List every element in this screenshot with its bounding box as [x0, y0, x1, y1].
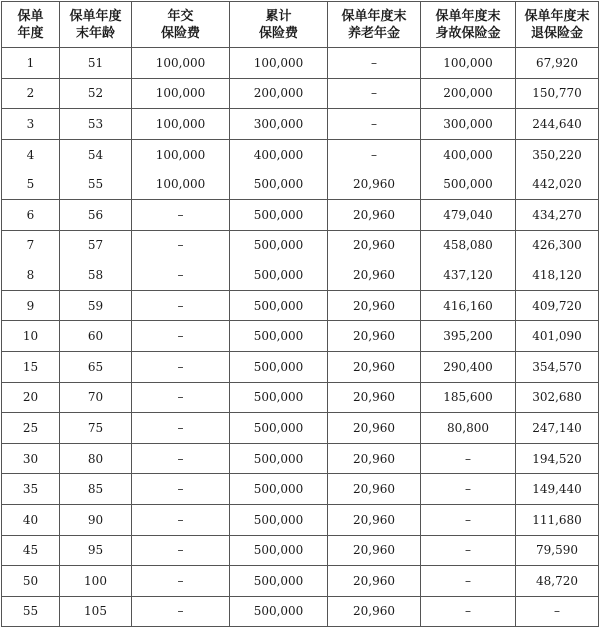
table-row	[2, 504, 599, 535]
annuity-cell: 20,960	[328, 321, 421, 352]
annual-premium-cell: –	[132, 413, 230, 444]
surrender-value-cell: 418,120	[516, 260, 599, 290]
policy-year-cell: 15	[2, 351, 60, 382]
policy-year-cell: 3	[2, 109, 60, 140]
annual-premium-cell: –	[132, 443, 230, 474]
surrender-value-cell: 354,570	[516, 351, 599, 382]
age-cell: 60	[60, 321, 132, 352]
cumulative-premium-cell: 500,000	[230, 413, 328, 444]
age-cell: 70	[60, 382, 132, 413]
annuity-cell: 20,960	[328, 413, 421, 444]
header-row	[2, 2, 599, 48]
death-benefit-cell: 395,200	[421, 321, 516, 352]
policy-year-cell: 1	[2, 48, 60, 79]
table-row	[2, 535, 599, 566]
age-cell: 90	[60, 504, 132, 535]
table-row	[2, 566, 599, 597]
insurance-benefit-table	[1, 1, 599, 627]
table-row	[2, 48, 599, 79]
table-row	[2, 413, 599, 444]
annuity-cell: 20,960	[328, 351, 421, 382]
cumulative-premium-cell: 500,000	[230, 351, 328, 382]
annual-premium-cell: –	[132, 474, 230, 505]
cumulative-premium-cell: 500,000	[230, 230, 328, 260]
death-benefit-cell: –	[421, 566, 516, 597]
annuity-cell: 20,960	[328, 474, 421, 505]
death-benefit-cell: –	[421, 443, 516, 474]
policy-year-cell: 6	[2, 199, 60, 230]
cumulative-premium-cell: 500,000	[230, 443, 328, 474]
annuity-cell: 20,960	[328, 290, 421, 321]
annuity-cell: 20,960	[328, 504, 421, 535]
table-header	[2, 2, 599, 48]
annual-premium-cell: –	[132, 566, 230, 597]
cumulative-premium-cell: 500,000	[230, 169, 328, 199]
death-benefit-cell: –	[421, 504, 516, 535]
death-benefit-cell: 290,400	[421, 351, 516, 382]
age-cell: 53	[60, 109, 132, 140]
annuity-cell: 20,960	[328, 443, 421, 474]
table-row	[2, 290, 599, 321]
cumulative-premium-cell: 400,000	[230, 139, 328, 169]
cumulative-premium-cell: 500,000	[230, 504, 328, 535]
table-row	[2, 260, 599, 290]
annuity-cell: 20,960	[328, 199, 421, 230]
death-benefit-cell: 479,040	[421, 199, 516, 230]
insurance-benefit-table-container	[1, 1, 598, 627]
death-benefit-cell: 185,600	[421, 382, 516, 413]
surrender-value-cell: 247,140	[516, 413, 599, 444]
death-benefit-cell: 300,000	[421, 109, 516, 140]
surrender-value-cell: 67,920	[516, 48, 599, 79]
surrender-value-cell: 194,520	[516, 443, 599, 474]
age-cell: 100	[60, 566, 132, 597]
surrender-value-cell: 244,640	[516, 109, 599, 140]
policy-year-cell: 10	[2, 321, 60, 352]
age-cell: 56	[60, 199, 132, 230]
death-benefit-cell: –	[421, 535, 516, 566]
surrender-value-cell: 442,020	[516, 169, 599, 199]
annual-premium-cell: –	[132, 260, 230, 290]
cumulative-premium-cell: 500,000	[230, 596, 328, 627]
age-cell: 75	[60, 413, 132, 444]
annual-premium-cell: 100,000	[132, 78, 230, 109]
table-row	[2, 139, 599, 169]
surrender-value-cell: 434,270	[516, 199, 599, 230]
annual-premium-cell: –	[132, 596, 230, 627]
surrender-value-cell: 48,720	[516, 566, 599, 597]
cumulative-premium-cell: 500,000	[230, 474, 328, 505]
annuity-cell: 20,960	[328, 566, 421, 597]
annuity-cell: 20,960	[328, 596, 421, 627]
policy-year-cell: 55	[2, 596, 60, 627]
cumulative-premium-cell: 500,000	[230, 260, 328, 290]
annuity-cell: –	[328, 109, 421, 140]
cumulative-premium-cell: 500,000	[230, 321, 328, 352]
header-cumulative-premium: 累计 保险费	[230, 2, 328, 48]
policy-year-cell: 40	[2, 504, 60, 535]
surrender-value-cell: 409,720	[516, 290, 599, 321]
surrender-value-cell: 150,770	[516, 78, 599, 109]
annuity-cell: 20,960	[328, 230, 421, 260]
annual-premium-cell: –	[132, 351, 230, 382]
policy-year-cell: 4	[2, 139, 60, 169]
cumulative-premium-cell: 500,000	[230, 382, 328, 413]
header-age-at-year-end: 保单年度 末年龄	[60, 2, 132, 48]
annual-premium-cell: –	[132, 321, 230, 352]
annual-premium-cell: –	[132, 535, 230, 566]
annual-premium-cell: –	[132, 504, 230, 535]
header-annuity: 保单年度末 养老年金	[328, 2, 421, 48]
death-benefit-cell: 416,160	[421, 290, 516, 321]
death-benefit-cell: 200,000	[421, 78, 516, 109]
table-row	[2, 596, 599, 627]
annual-premium-cell: –	[132, 382, 230, 413]
policy-year-cell: 8	[2, 260, 60, 290]
death-benefit-cell: 500,000	[421, 169, 516, 199]
header-death-benefit: 保单年度末 身故保险金	[421, 2, 516, 48]
surrender-value-cell: 111,680	[516, 504, 599, 535]
death-benefit-cell: 80,800	[421, 413, 516, 444]
policy-year-cell: 45	[2, 535, 60, 566]
age-cell: 95	[60, 535, 132, 566]
surrender-value-cell: –	[516, 596, 599, 627]
policy-year-cell: 5	[2, 169, 60, 199]
annuity-cell: –	[328, 78, 421, 109]
policy-year-cell: 9	[2, 290, 60, 321]
age-cell: 65	[60, 351, 132, 382]
age-cell: 58	[60, 260, 132, 290]
cumulative-premium-cell: 200,000	[230, 78, 328, 109]
annual-premium-cell: 100,000	[132, 48, 230, 79]
death-benefit-cell: 458,080	[421, 230, 516, 260]
table-row	[2, 109, 599, 140]
table-row	[2, 169, 599, 199]
annuity-cell: 20,960	[328, 260, 421, 290]
death-benefit-cell: –	[421, 474, 516, 505]
age-cell: 55	[60, 169, 132, 199]
surrender-value-cell: 149,440	[516, 474, 599, 505]
table-row	[2, 351, 599, 382]
annuity-cell: –	[328, 139, 421, 169]
cumulative-premium-cell: 500,000	[230, 535, 328, 566]
table-row	[2, 382, 599, 413]
annuity-cell: 20,960	[328, 535, 421, 566]
table-row	[2, 199, 599, 230]
age-cell: 54	[60, 139, 132, 169]
age-cell: 105	[60, 596, 132, 627]
cumulative-premium-cell: 500,000	[230, 566, 328, 597]
table-row	[2, 474, 599, 505]
age-cell: 52	[60, 78, 132, 109]
annual-premium-cell: –	[132, 290, 230, 321]
policy-year-cell: 30	[2, 443, 60, 474]
table-row	[2, 78, 599, 109]
death-benefit-cell: 100,000	[421, 48, 516, 79]
annual-premium-cell: 100,000	[132, 139, 230, 169]
surrender-value-cell: 350,220	[516, 139, 599, 169]
annual-premium-cell: 100,000	[132, 169, 230, 199]
policy-year-cell: 25	[2, 413, 60, 444]
cumulative-premium-cell: 500,000	[230, 199, 328, 230]
age-cell: 57	[60, 230, 132, 260]
header-policy-year: 保单 年度	[2, 2, 60, 48]
surrender-value-cell: 401,090	[516, 321, 599, 352]
policy-year-cell: 50	[2, 566, 60, 597]
age-cell: 51	[60, 48, 132, 79]
cumulative-premium-cell: 300,000	[230, 109, 328, 140]
policy-year-cell: 20	[2, 382, 60, 413]
table-body	[2, 48, 599, 627]
age-cell: 80	[60, 443, 132, 474]
table-row	[2, 321, 599, 352]
policy-year-cell: 2	[2, 78, 60, 109]
surrender-value-cell: 302,680	[516, 382, 599, 413]
table-row	[2, 443, 599, 474]
annuity-cell: 20,960	[328, 169, 421, 199]
table-row	[2, 230, 599, 260]
policy-year-cell: 7	[2, 230, 60, 260]
header-surrender-value: 保单年度末 退保险金	[516, 2, 599, 48]
annual-premium-cell: 100,000	[132, 109, 230, 140]
surrender-value-cell: 79,590	[516, 535, 599, 566]
annuity-cell: –	[328, 48, 421, 79]
annuity-cell: 20,960	[328, 382, 421, 413]
header-annual-premium: 年交 保险费	[132, 2, 230, 48]
policy-year-cell: 35	[2, 474, 60, 505]
surrender-value-cell: 426,300	[516, 230, 599, 260]
annual-premium-cell: –	[132, 199, 230, 230]
annual-premium-cell: –	[132, 230, 230, 260]
death-benefit-cell: 400,000	[421, 139, 516, 169]
age-cell: 59	[60, 290, 132, 321]
age-cell: 85	[60, 474, 132, 505]
death-benefit-cell: 437,120	[421, 260, 516, 290]
cumulative-premium-cell: 100,000	[230, 48, 328, 79]
cumulative-premium-cell: 500,000	[230, 290, 328, 321]
death-benefit-cell: –	[421, 596, 516, 627]
